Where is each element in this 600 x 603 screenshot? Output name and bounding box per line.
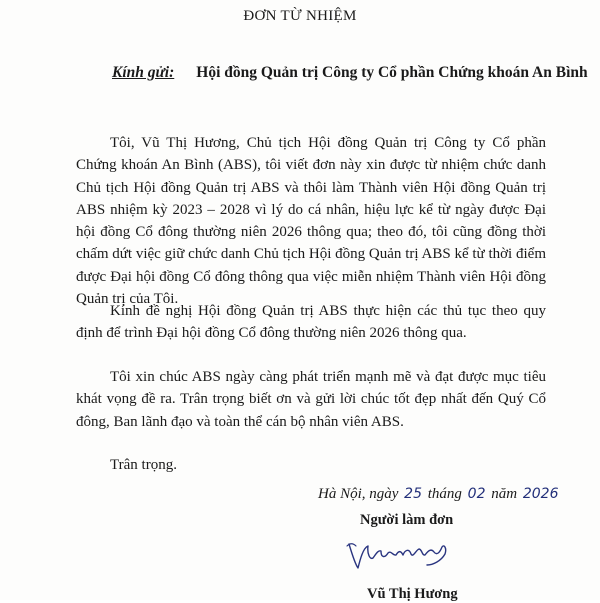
paragraph-resignation-statement: Tôi, Vũ Thị Hương, Chủ tịch Hội đồng Quản trị Công ty Cổ phần Chứng khoán An Bình (ABS), tôi viết đơn này xin được từ nhiệm chức danh Chủ tịch Hội đồng Quản trị ABS và thôi làm Thành viên Hội đồng Quản trị ABS nhiệm kỳ 2023 – 2028 vì lý do cá nhân, hiệu lực kể từ ngày được Đại hội đồng Cổ đông thường niên 2026 thông qua; theo đó, tôi cũng đồng thời chấm dứt việc giữ chức danh Chủ tịch Hội đồng Quản trị ABS kể từ thời điểm được Đại hội đồng Cổ đông thông qua việc miễn nhiệm Thành viên Hội đồng Quản trị của Tôi. (76, 135, 546, 308)
paragraph-request: Kính đề nghị Hội đồng Quản trị ABS thực hiện các thủ tục theo quy định để trình Đại hội đồng Cổ đông thường niên 2026 thông qua. (76, 303, 546, 342)
signature (343, 534, 461, 583)
document-title: ĐƠN TỪ NHIỆM (243, 8, 357, 24)
signer-name: Vũ Thị Hương (367, 586, 458, 602)
recipient: Hội đồng Quản trị Công ty Cổ phần Chứng khoán An Bình (196, 64, 588, 81)
salutation (112, 64, 588, 82)
applicant-label: Người làm đơn (360, 512, 454, 528)
year-label: năm (491, 486, 518, 502)
handwritten-year: 2026 (522, 486, 559, 502)
salutation-label: Kính gửi: (112, 64, 175, 81)
place-date (318, 486, 560, 503)
month-label: tháng (427, 486, 462, 502)
signature-drawing (343, 534, 461, 578)
paragraph-wishes: Tôi xin chúc ABS ngày càng phát triển mạnh mẽ và đạt được mục tiêu khát vọng đề ra. Trân trọng biết ơn và gửi lời chúc tốt đẹp nhất đến Quý Cổ đông, Ban lãnh đạo và toàn thể cán bộ nhân viên ABS. (76, 369, 546, 430)
handwritten-day: 25 (404, 486, 422, 502)
paragraph-closing: Trân trọng. (110, 457, 177, 473)
handwritten-month: 02 (467, 486, 486, 502)
place-label: Hà Nội, ngày (318, 486, 399, 502)
